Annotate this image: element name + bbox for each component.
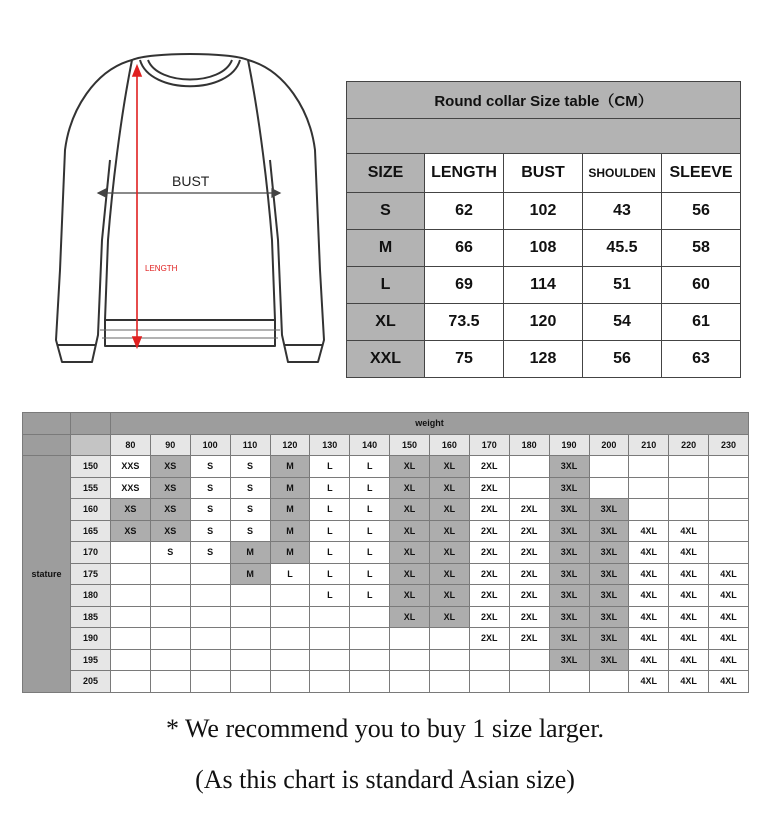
- size-recommendation-cell: XS: [150, 520, 190, 542]
- size-recommendation-cell: [629, 456, 669, 478]
- size-recommendation-cell: 3XL: [589, 563, 629, 585]
- size-recommendation-cell: 4XL: [629, 649, 669, 671]
- size-recommendation-cell: 4XL: [669, 520, 709, 542]
- size-recommendation-cell: 3XL: [589, 520, 629, 542]
- size-recommendation-cell: [270, 649, 310, 671]
- size-cell: XXL: [347, 341, 425, 378]
- size-row-m: [347, 230, 741, 267]
- size-recommendation-cell: 3XL: [549, 585, 589, 607]
- size-recommendation-cell: 2XL: [469, 585, 509, 607]
- size-recommendation-cell: XXS: [111, 456, 151, 478]
- size-recommendation-cell: 2XL: [469, 499, 509, 521]
- size-recommendation-cell: [350, 649, 390, 671]
- size-recommendation-cell: 3XL: [549, 542, 589, 564]
- size-recommendation-cell: 2XL: [469, 628, 509, 650]
- size-recommendation-cell: 3XL: [549, 563, 589, 585]
- size-recommendation-cell: [589, 477, 629, 499]
- weight-header-cell: 170: [469, 434, 509, 456]
- size-recommendation-cell: [350, 671, 390, 693]
- size-recommendation-cell: [230, 649, 270, 671]
- size-recommendation-cell: L: [310, 542, 350, 564]
- size-recommendation-cell: XL: [430, 520, 470, 542]
- size-recommendation-cell: 3XL: [589, 542, 629, 564]
- size-recommendation-cell: 3XL: [589, 585, 629, 607]
- length-cell: 75: [425, 341, 504, 378]
- stature-row: [23, 563, 749, 585]
- weight-header-cell: 200: [589, 434, 629, 456]
- length-header: LENGTH: [425, 154, 504, 193]
- bust-label: BUST: [172, 173, 210, 189]
- size-recommendation-cell: L: [310, 456, 350, 478]
- size-recommendation-cell: [270, 585, 310, 607]
- stature-row: [23, 520, 749, 542]
- weight-header-cell: 120: [270, 434, 310, 456]
- size-recommendation-cell: XS: [111, 499, 151, 521]
- waistband: [105, 320, 275, 346]
- size-recommendation-cell: S: [190, 477, 230, 499]
- size-recommendation-cell: L: [310, 563, 350, 585]
- size-recommendation-cell: 4XL: [669, 563, 709, 585]
- size-recommendation-cell: XL: [430, 542, 470, 564]
- shoulder-header: SHOULDEN: [583, 154, 662, 193]
- stature-row: [23, 542, 749, 564]
- stature-row: [23, 456, 749, 478]
- stature-label: 155: [71, 477, 111, 499]
- stature-label: 195: [71, 649, 111, 671]
- size-recommendation-cell: XL: [390, 563, 430, 585]
- size-recommendation-cell: 3XL: [549, 456, 589, 478]
- bust-cell: 102: [504, 193, 583, 230]
- size-recommendation-cell: 2XL: [469, 520, 509, 542]
- size-recommendation-cell: [509, 649, 549, 671]
- weight-header-cell: 100: [190, 434, 230, 456]
- size-recommendation-cell: 2XL: [469, 477, 509, 499]
- size-recommendation-cell: 3XL: [589, 628, 629, 650]
- size-recommendation-cell: 4XL: [669, 606, 709, 628]
- size-recommendation-cell: 2XL: [509, 542, 549, 564]
- size-recommendation-cell: M: [270, 520, 310, 542]
- size-recommendation-cell: XL: [390, 606, 430, 628]
- size-recommendation-cell: M: [270, 477, 310, 499]
- size-recommendation-cell: [390, 628, 430, 650]
- stature-row: [23, 671, 749, 693]
- length-cell: 69: [425, 267, 504, 304]
- size-header: SIZE: [347, 154, 425, 193]
- size-recommendation-cell: [190, 585, 230, 607]
- size-recommendation-cell: 4XL: [669, 671, 709, 693]
- size-recommendation-cell: L: [350, 542, 390, 564]
- stature-row: [23, 606, 749, 628]
- size-recommendation-cell: [669, 477, 709, 499]
- length-label: LENGTH: [145, 264, 178, 273]
- size-recommendation-cell: [190, 563, 230, 585]
- stature-row: [23, 649, 749, 671]
- size-recommendation-cell: S: [190, 542, 230, 564]
- size-recommendation-cell: [150, 606, 190, 628]
- weight-stature-size-grid: [22, 412, 749, 693]
- size-recommendation-cell: 4XL: [629, 585, 669, 607]
- size-recommendation-cell: L: [310, 520, 350, 542]
- size-recommendation-cell: [709, 499, 749, 521]
- sleeve-cell: 56: [662, 193, 741, 230]
- size-recommendation-cell: 4XL: [669, 649, 709, 671]
- length-cell: 62: [425, 193, 504, 230]
- size-recommendation-cell: [350, 606, 390, 628]
- size-recommendation-cell: 2XL: [509, 606, 549, 628]
- size-recommendation-cell: [270, 671, 310, 693]
- size-recommendation-cell: [270, 628, 310, 650]
- size-recommendation-cell: XL: [430, 477, 470, 499]
- bust-cell: 120: [504, 304, 583, 341]
- size-recommendation-cell: S: [230, 477, 270, 499]
- recommendation-note: * We recommend you to buy 1 size larger.: [165, 714, 605, 743]
- length-cell: 73.5: [425, 304, 504, 341]
- size-recommendation-cell: [350, 628, 390, 650]
- sleeve-cell: 60: [662, 267, 741, 304]
- weight-header-cell: 90: [150, 434, 190, 456]
- weight-header-cell: 130: [310, 434, 350, 456]
- size-recommendation-cell: 2XL: [469, 542, 509, 564]
- size-recommendation-cell: 4XL: [629, 542, 669, 564]
- size-recommendation-cell: 4XL: [629, 628, 669, 650]
- bust-header: BUST: [504, 154, 583, 193]
- size-recommendation-cell: [150, 649, 190, 671]
- size-recommendation-cell: L: [310, 499, 350, 521]
- weight-header-cell: 230: [709, 434, 749, 456]
- size-recommendation-cell: [629, 477, 669, 499]
- size-row-l: [347, 267, 741, 304]
- size-recommendation-cell: XL: [390, 477, 430, 499]
- size-recommendation-cell: M: [230, 563, 270, 585]
- stature-label: 165: [71, 520, 111, 542]
- size-recommendation-cell: [310, 606, 350, 628]
- stature-label: 150: [71, 456, 111, 478]
- size-recommendation-cell: M: [270, 499, 310, 521]
- size-recommendation-cell: XS: [150, 456, 190, 478]
- size-recommendation-cell: [190, 606, 230, 628]
- stature-row: [23, 585, 749, 607]
- weight-title: weight: [111, 413, 749, 435]
- size-recommendation-cell: L: [350, 585, 390, 607]
- size-recommendation-cell: L: [310, 477, 350, 499]
- size-recommendation-cell: [310, 671, 350, 693]
- size-recommendation-cell: [589, 671, 629, 693]
- size-recommendation-cell: [111, 563, 151, 585]
- size-recommendation-cell: [709, 542, 749, 564]
- size-recommendation-cell: [111, 671, 151, 693]
- size-row-xxl: [347, 341, 741, 378]
- size-recommendation-cell: 4XL: [629, 671, 669, 693]
- size-recommendation-cell: S: [230, 499, 270, 521]
- sweater-illustration: [40, 40, 340, 380]
- weight-header-cell: 110: [230, 434, 270, 456]
- size-recommendation-cell: [509, 671, 549, 693]
- size-recommendation-cell: 4XL: [669, 628, 709, 650]
- size-recommendation-cell: XS: [150, 477, 190, 499]
- size-recommendation-cell: [310, 628, 350, 650]
- size-recommendation-cell: 3XL: [549, 628, 589, 650]
- size-recommendation-cell: L: [350, 520, 390, 542]
- size-recommendation-cell: 3XL: [549, 520, 589, 542]
- size-recommendation-cell: [150, 563, 190, 585]
- size-recommendation-cell: XS: [150, 499, 190, 521]
- size-recommendation-cell: [509, 456, 549, 478]
- size-cell: L: [347, 267, 425, 304]
- size-recommendation-cell: [669, 499, 709, 521]
- size-recommendation-cell: [390, 649, 430, 671]
- weight-header-cell: 150: [390, 434, 430, 456]
- grid-corner: [23, 413, 71, 435]
- size-recommendation-cell: [111, 585, 151, 607]
- size-recommendation-cell: [270, 606, 310, 628]
- size-recommendation-cell: 4XL: [669, 585, 709, 607]
- size-recommendation-cell: 3XL: [549, 649, 589, 671]
- size-recommendation-cell: 3XL: [589, 499, 629, 521]
- size-recommendation-cell: M: [230, 542, 270, 564]
- size-recommendation-cell: S: [190, 456, 230, 478]
- size-recommendation-cell: 2XL: [469, 606, 509, 628]
- size-recommendation-cell: XL: [390, 499, 430, 521]
- size-recommendation-cell: [150, 585, 190, 607]
- sleeve-cell: 63: [662, 341, 741, 378]
- shoulder-cell: 51: [583, 267, 662, 304]
- size-recommendation-cell: [469, 649, 509, 671]
- sleeve-header: SLEEVE: [662, 154, 741, 193]
- size-recommendation-cell: [111, 606, 151, 628]
- size-recommendation-cell: 4XL: [629, 563, 669, 585]
- size-recommendation-cell: 2XL: [509, 585, 549, 607]
- stature-label: 170: [71, 542, 111, 564]
- bust-cell: 114: [504, 267, 583, 304]
- size-recommendation-cell: M: [270, 542, 310, 564]
- size-recommendation-cell: S: [150, 542, 190, 564]
- size-recommendation-cell: S: [190, 520, 230, 542]
- stature-label: 205: [71, 671, 111, 693]
- stature-label: 180: [71, 585, 111, 607]
- weight-header-cell: 190: [549, 434, 589, 456]
- stature-row: [23, 499, 749, 521]
- weight-header-cell: 220: [669, 434, 709, 456]
- size-recommendation-cell: XS: [111, 520, 151, 542]
- weight-header-cell: 80: [111, 434, 151, 456]
- grid-corner: [71, 434, 111, 456]
- size-cell: S: [347, 193, 425, 230]
- stature-label: 160: [71, 499, 111, 521]
- size-recommendation-cell: [709, 456, 749, 478]
- size-recommendation-cell: [230, 606, 270, 628]
- size-recommendation-cell: [111, 628, 151, 650]
- size-recommendation-cell: [111, 649, 151, 671]
- size-recommendation-cell: 4XL: [709, 563, 749, 585]
- size-recommendation-cell: XL: [430, 585, 470, 607]
- stature-label: 185: [71, 606, 111, 628]
- size-recommendation-cell: [230, 628, 270, 650]
- size-recommendation-cell: 3XL: [589, 649, 629, 671]
- size-recommendation-cell: L: [350, 563, 390, 585]
- size-row-s: [347, 193, 741, 230]
- weight-header-cell: 180: [509, 434, 549, 456]
- size-recommendation-cell: L: [270, 563, 310, 585]
- size-recommendation-cell: [430, 671, 470, 693]
- stature-row: [23, 628, 749, 650]
- size-recommendation-cell: [430, 649, 470, 671]
- size-recommendation-cell: [190, 628, 230, 650]
- size-recommendation-cell: 2XL: [509, 520, 549, 542]
- size-row-xl: [347, 304, 741, 341]
- grid-corner: [71, 413, 111, 435]
- length-cell: 66: [425, 230, 504, 267]
- round-collar-size-table: [346, 81, 741, 378]
- size-recommendation-cell: [190, 649, 230, 671]
- size-recommendation-cell: [709, 477, 749, 499]
- stature-title: stature: [23, 456, 71, 693]
- size-recommendation-cell: [430, 628, 470, 650]
- size-recommendation-cell: [230, 585, 270, 607]
- size-recommendation-cell: 4XL: [629, 606, 669, 628]
- size-recommendation-cell: [469, 671, 509, 693]
- size-recommendation-cell: L: [350, 499, 390, 521]
- size-recommendation-cell: [230, 671, 270, 693]
- sleeve-cell: 58: [662, 230, 741, 267]
- weight-header-row: [23, 434, 749, 456]
- bust-cell: 108: [504, 230, 583, 267]
- size-recommendation-cell: XL: [390, 520, 430, 542]
- size-recommendation-cell: [709, 520, 749, 542]
- size-recommendation-cell: 2XL: [469, 563, 509, 585]
- size-cell: XL: [347, 304, 425, 341]
- size-recommendation-cell: [150, 628, 190, 650]
- shoulder-cell: 54: [583, 304, 662, 341]
- size-table-title: Round collar Size table（CM）: [347, 82, 741, 119]
- size-recommendation-cell: [669, 456, 709, 478]
- size-recommendation-cell: 4XL: [709, 649, 749, 671]
- size-recommendation-cell: 4XL: [669, 542, 709, 564]
- size-recommendation-cell: [310, 649, 350, 671]
- size-recommendation-cell: 2XL: [509, 628, 549, 650]
- weight-header-cell: 140: [350, 434, 390, 456]
- weight-header-cell: 160: [430, 434, 470, 456]
- size-recommendation-cell: L: [350, 477, 390, 499]
- size-recommendation-cell: XL: [390, 456, 430, 478]
- size-recommendation-cell: XXS: [111, 477, 151, 499]
- weight-header-cell: 210: [629, 434, 669, 456]
- size-recommendation-cell: 3XL: [549, 477, 589, 499]
- size-recommendation-cell: M: [270, 456, 310, 478]
- size-recommendation-cell: 4XL: [709, 606, 749, 628]
- shoulder-cell: 45.5: [583, 230, 662, 267]
- size-recommendation-cell: XL: [430, 606, 470, 628]
- size-recommendation-cell: 4XL: [709, 628, 749, 650]
- size-recommendation-cell: XL: [390, 585, 430, 607]
- size-recommendation-cell: 2XL: [469, 456, 509, 478]
- size-recommendation-cell: XL: [430, 456, 470, 478]
- size-recommendation-cell: [549, 671, 589, 693]
- size-recommendation-cell: 4XL: [709, 671, 749, 693]
- stature-label: 175: [71, 563, 111, 585]
- size-recommendation-cell: XL: [390, 542, 430, 564]
- size-recommendation-cell: 3XL: [549, 499, 589, 521]
- size-recommendation-cell: 3XL: [589, 606, 629, 628]
- shoulder-cell: 56: [583, 341, 662, 378]
- grid-corner: [23, 434, 71, 456]
- size-recommendation-cell: [589, 456, 629, 478]
- size-table-blank-row: [347, 119, 741, 154]
- size-recommendation-cell: [150, 671, 190, 693]
- size-recommendation-cell: 4XL: [629, 520, 669, 542]
- shoulder-cell: 43: [583, 193, 662, 230]
- size-recommendation-cell: 2XL: [509, 563, 549, 585]
- size-recommendation-cell: XL: [430, 563, 470, 585]
- size-recommendation-cell: L: [350, 456, 390, 478]
- size-recommendation-cell: [190, 671, 230, 693]
- stature-label: 190: [71, 628, 111, 650]
- size-recommendation-cell: 4XL: [709, 585, 749, 607]
- size-recommendation-cell: S: [230, 456, 270, 478]
- size-recommendation-cell: XL: [430, 499, 470, 521]
- size-recommendation-cell: [390, 671, 430, 693]
- bust-cell: 128: [504, 341, 583, 378]
- asian-size-note: (As this chart is standard Asian size): [195, 765, 575, 794]
- size-recommendation-cell: L: [310, 585, 350, 607]
- size-cell: M: [347, 230, 425, 267]
- size-recommendation-cell: S: [190, 499, 230, 521]
- sleeve-cell: 61: [662, 304, 741, 341]
- size-recommendation-cell: 3XL: [549, 606, 589, 628]
- size-recommendation-cell: 2XL: [509, 499, 549, 521]
- size-recommendation-cell: [111, 542, 151, 564]
- size-recommendation-cell: [629, 499, 669, 521]
- size-recommendation-cell: [509, 477, 549, 499]
- stature-row: [23, 477, 749, 499]
- size-recommendation-cell: S: [230, 520, 270, 542]
